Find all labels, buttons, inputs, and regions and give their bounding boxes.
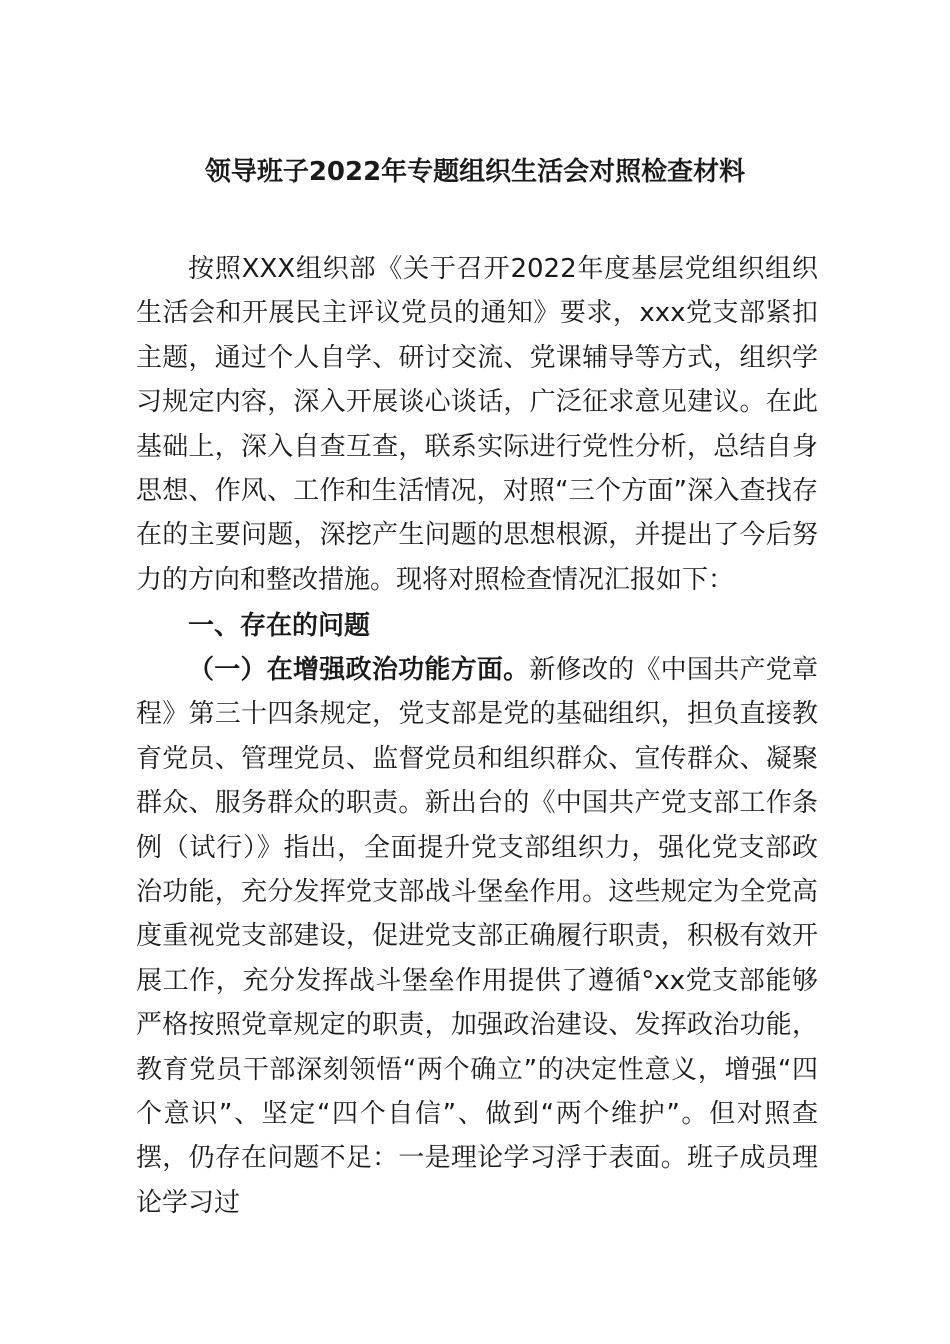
subsection-paragraph (136, 648, 818, 1225)
subsection-text: 新修改的《中国共产党章程》第三十四条规定，党支部是党的基础组织，担负直接教育党员、管理党员、监督党员和组织群众、宣传群众、凝聚群众、服务群众的职责。新出台的《中国共产党支部工作条例（试行）》指出，全面提升党支部组织力，强化党支部政治功能，充分发挥党支部战斗堡垒作用。这些规定为全党高度重视党支部建设，促进党支部正确履行职责，积极有效开展工作，充分发挥战斗堡垒作用提供了遵循°xx党支部能够严格按照党章规定的职责，加强政治建设、发挥政治功能，教育党员干部深刻领悟“两个确立”的决定性意义，增强“四个意识”、坚定“四个自信”、做到“两个维护”。但对照查摆，仍存在问题不足：一是理论学习浮于表面。班子成员理论学习过 (136, 655, 818, 1218)
document-title: 领导班子2022年专题组织生活会对照检查材料 (204, 157, 746, 187)
subsection-lead: （一）在增强政治功能方面。 (188, 655, 530, 685)
section-heading: 一、存在的问题 (188, 611, 371, 641)
intro-paragraph: 按照XXX组织部《关于召开2022年度基层党组织组织生活会和开展民主评议党员的通知》要求，xxx党支部紧扣主题，通过个人自学、研讨交流、党课辅导等方式，组织学习规定内容，深入开展谈心谈话，广泛征求意见建议。在此基础上，深入自查互查，联系实际进行党性分析，总结自身思想、作风、工作和生活情况，对照“三个方面”深入查找存在的主要问题，深挖产生问题的思想根源，并提出了今后努力的方向和整改措施。现将对照检查情况汇报如下： (136, 254, 818, 595)
